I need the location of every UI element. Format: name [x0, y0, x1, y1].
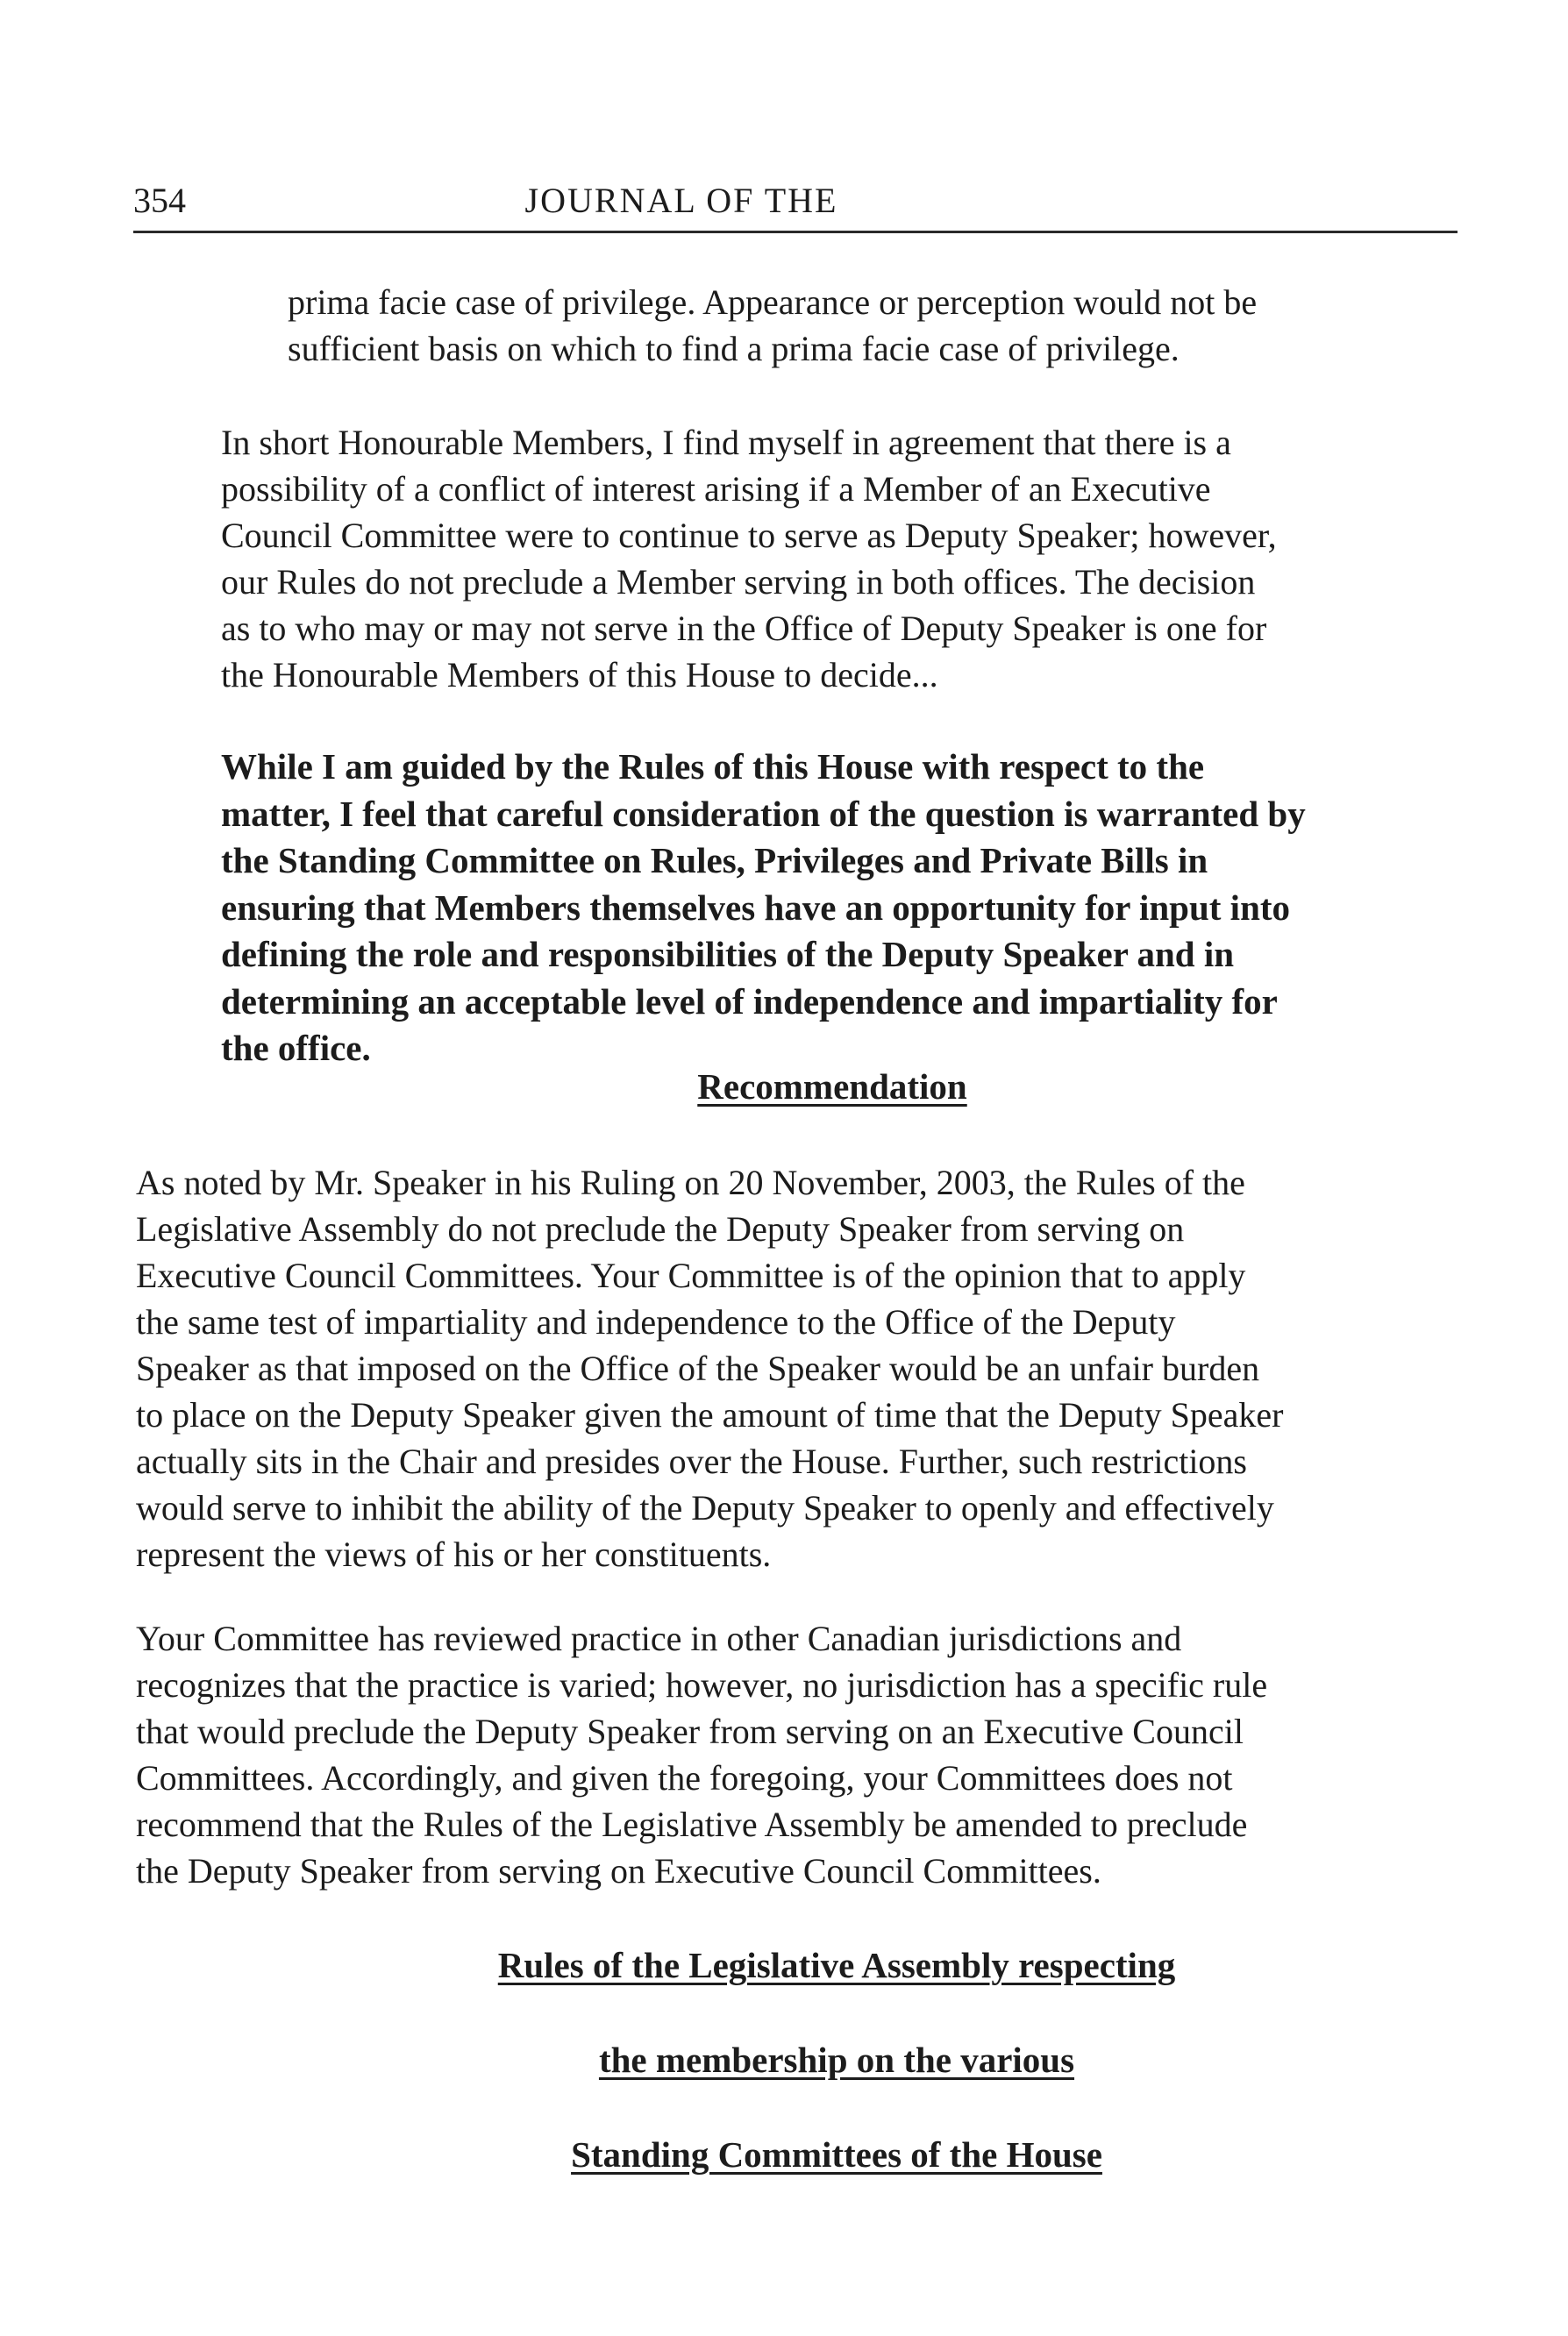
text-line: as to who may or may not serve in the Office of Deputy Speaker is one for — [221, 609, 1267, 648]
page-header — [133, 180, 1458, 233]
text-line: the office. — [221, 1028, 371, 1068]
section-heading-line: Standing Committees of the House — [571, 2134, 1102, 2175]
text-line: recommend that the Rules of the Legislative Assembly be amended to preclude — [136, 1805, 1248, 1844]
text-line: Council Committee were to continue to serve as Deputy Speaker; however, — [221, 516, 1277, 555]
text-line: that would preclude the Deputy Speaker from serving on an Executive Council — [136, 1712, 1244, 1751]
running-head: JOURNAL OF THE — [524, 181, 838, 220]
text-line: actually sits in the Chair and presides over the House. Further, such restrictions — [136, 1442, 1247, 1481]
text-line: Legislative Assembly do not preclude the Deputy Speaker from serving on — [136, 1209, 1185, 1249]
quote-paragraph-1 — [288, 279, 1257, 372]
text-line: prima facie case of privilege. Appearance or perception would not be — [288, 282, 1258, 322]
text-line: Committees. Accordingly, and given the foregoing, your Committees does not — [136, 1758, 1233, 1798]
text-line: recognizes that the practice is varied; however, no jurisdiction has a specific rule — [136, 1665, 1268, 1705]
text-line: ensuring that Members themselves have an opportunity for input into — [221, 887, 1291, 928]
quote-bold-paragraph — [221, 744, 1306, 1072]
text-line: the Standing Committee on Rules, Privileges and Private Bills in — [221, 840, 1208, 880]
text-line: As noted by Mr. Speaker in his Ruling on 20 November, 2003, the Rules of the — [136, 1163, 1245, 1202]
text-line: In short Honourable Members, I find myself in agreement that there is a — [221, 423, 1231, 462]
text-line: our Rules do not preclude a Member serving in both offices. The decision — [221, 562, 1256, 602]
section-heading-line: the membership on the various — [598, 2040, 1075, 2080]
text-line: determining an acceptable level of independence and impartiality for — [221, 980, 1278, 1022]
text-line: the Deputy Speaker from serving on Executive Council Committees. — [136, 1851, 1101, 1891]
page-number: 354 — [133, 181, 186, 220]
text-line: possibility of a conflict of interest arising if a Member of an Executive — [221, 469, 1211, 509]
text-line: to place on the Deputy Speaker given the amount of time that the Deputy Speaker — [136, 1395, 1284, 1435]
recommendation-paragraph-1 — [136, 1159, 1284, 1578]
text-line: Speaker as that imposed on the Office of the Speaker would be an unfair burden — [136, 1349, 1260, 1388]
text-line: Executive Council Committees. Your Committee is of the opinion that to apply — [136, 1256, 1246, 1295]
section-heading — [53, 1941, 1568, 2178]
recommendation-paragraph-2 — [136, 1615, 1267, 1894]
text-line: defining the role and responsibilities of the Deputy Speaker and in — [221, 934, 1235, 974]
section-heading-line: Rules of the Legislative Assembly respecting — [497, 1945, 1176, 1985]
quote-paragraph-2 — [221, 419, 1277, 698]
recommendation-heading: Recommendation — [697, 1066, 967, 1107]
text-line: would serve to inhibit the ability of the Deputy Speaker to openly and effectively — [136, 1488, 1274, 1528]
text-line: matter, I feel that careful consideration of the question is warranted by — [221, 793, 1306, 834]
text-line: the same test of impartiality and independence to the Office of the Deputy — [136, 1302, 1176, 1342]
text-line: represent the views of his or her constituents. — [136, 1535, 772, 1574]
text-line: While I am guided by the Rules of this House with respect to the — [221, 746, 1205, 787]
text-line: the Honourable Members of this House to decide... — [221, 655, 938, 694]
text-line: sufficient basis on which to find a prima facie case of privilege. — [288, 329, 1180, 368]
text-line: Your Committee has reviewed practice in other Canadian jurisdictions and — [136, 1619, 1182, 1658]
